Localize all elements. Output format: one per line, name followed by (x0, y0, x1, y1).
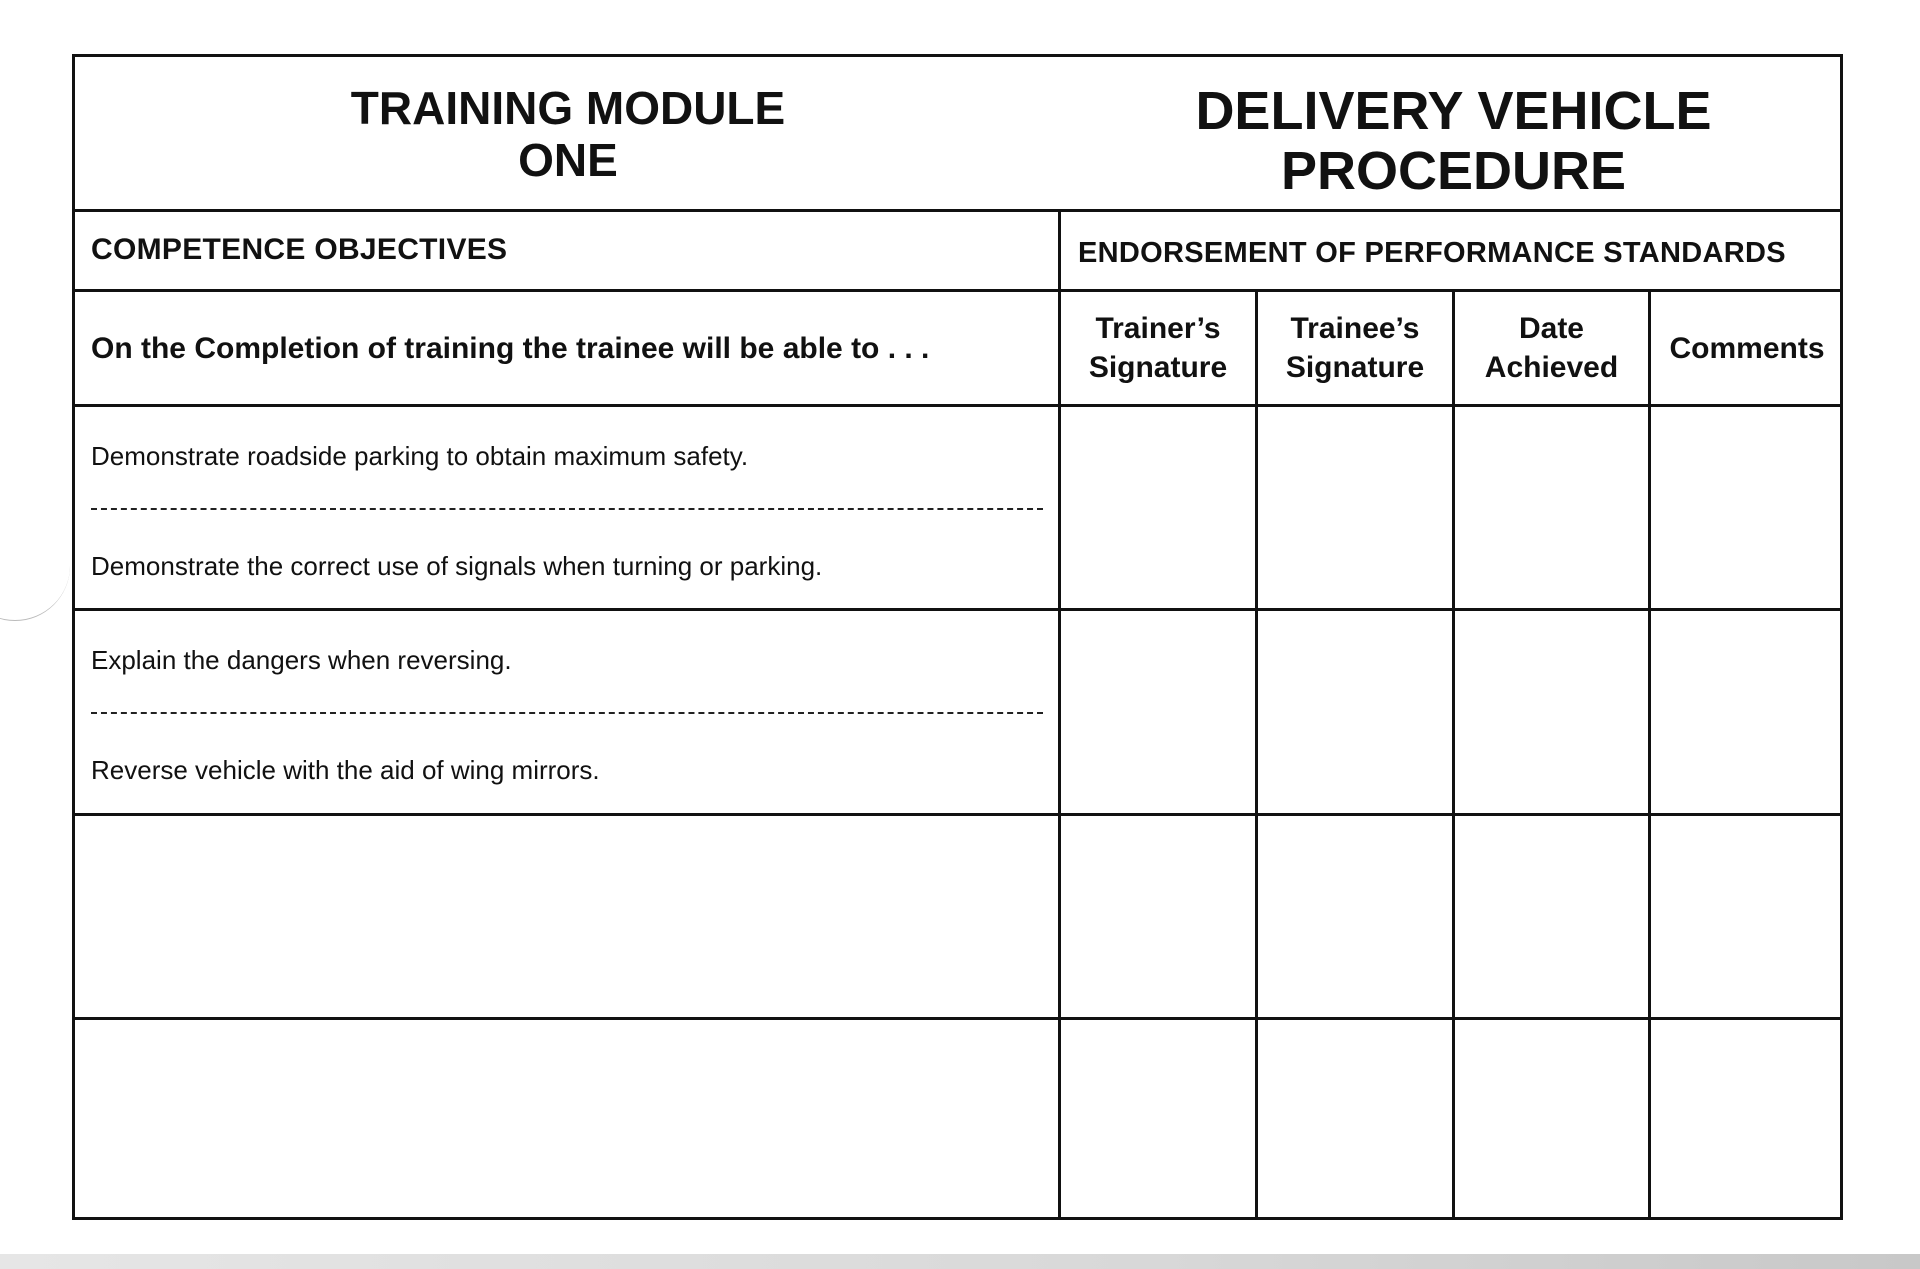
module-title-line2: ONE (518, 133, 618, 186)
section-competence-objectives: COMPETENCE OBJECTIVES (91, 233, 508, 266)
training-form (72, 54, 1843, 1220)
col-header-trainee-signature (1258, 292, 1452, 404)
col-header-line: Signature (1088, 351, 1228, 384)
col-header-line: Trainee’s (1290, 312, 1420, 345)
page-curl-mark (0, 560, 70, 621)
module-title (75, 83, 1061, 186)
comments-cell[interactable] (1651, 407, 1843, 608)
trainer-signature-cell[interactable] (1061, 1020, 1255, 1217)
scan-edge-strip (0, 1254, 1920, 1269)
col-header-date-achieved (1455, 292, 1648, 404)
objective-text: Reverse vehicle with the aid of wing mirrors. (91, 755, 600, 785)
objective-text: Demonstrate roadside parking to obtain maximum safety. (91, 441, 749, 471)
trainer-signature-cell[interactable] (1061, 816, 1255, 1017)
date-achieved-cell[interactable] (1455, 407, 1648, 608)
dashed-separator (91, 508, 1043, 510)
module-title-line1: TRAINING MODULE (350, 82, 786, 134)
date-achieved-cell[interactable] (1455, 816, 1648, 1017)
col-header-line: Comments (1669, 331, 1825, 365)
trainee-signature-cell[interactable] (1258, 407, 1452, 608)
objective-text: Explain the dangers when reversing. (91, 645, 512, 675)
trainee-signature-cell[interactable] (1258, 1020, 1452, 1217)
col-header-line: Date (1518, 312, 1584, 345)
comments-cell[interactable] (1651, 816, 1843, 1017)
objective-text: Demonstrate the correct use of signals when turning or parking. (91, 551, 823, 581)
col-header-trainer-signature (1061, 292, 1255, 404)
trainee-signature-cell[interactable] (1258, 611, 1452, 813)
dashed-separator (91, 712, 1043, 714)
subject-title-line1: DELIVERY VEHICLE (1195, 81, 1712, 141)
subject-title (1061, 81, 1846, 202)
comments-cell[interactable] (1651, 611, 1843, 813)
col-header-line: Achieved (1484, 351, 1619, 384)
trainer-signature-cell[interactable] (1061, 407, 1255, 608)
intro-text: On the Completion of training the trainee will be able to . . . (91, 332, 930, 365)
objective-cell-empty[interactable] (75, 1020, 1058, 1217)
subject-title-line2: PROCEDURE (1280, 141, 1627, 202)
section-endorsement: ENDORSEMENT OF PERFORMANCE STANDARDS (1078, 237, 1786, 269)
date-achieved-cell[interactable] (1455, 611, 1648, 813)
col-header-line: Signature (1285, 351, 1425, 384)
divider-header (75, 209, 1840, 212)
comments-cell[interactable] (1651, 1020, 1843, 1217)
objective-cell-empty[interactable] (75, 816, 1058, 1017)
trainer-signature-cell[interactable] (1061, 611, 1255, 813)
col-header-comments (1651, 292, 1843, 404)
date-achieved-cell[interactable] (1455, 1020, 1648, 1217)
col-header-line: Trainer’s (1095, 312, 1221, 345)
trainee-signature-cell[interactable] (1258, 816, 1452, 1017)
